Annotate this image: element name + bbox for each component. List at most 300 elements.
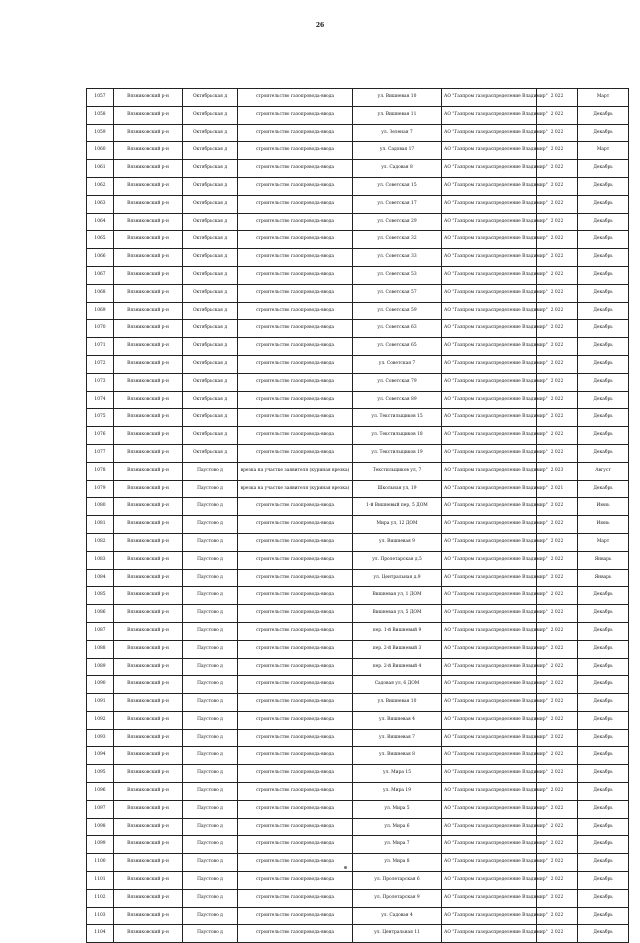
- month-cell: Декабрь: [578, 694, 629, 712]
- month-cell: Декабрь: [578, 284, 629, 302]
- month-cell: Март: [578, 142, 629, 160]
- table-row: [87, 925, 629, 943]
- table-row: [87, 818, 629, 836]
- district-cell: Вязниковский р-н: [114, 516, 183, 534]
- locality-cell: Паустово д: [183, 694, 238, 712]
- work-type-cell: врезка на участке заявителя (куриная врезка): [238, 462, 353, 480]
- year-cell: 2 022: [537, 302, 578, 320]
- work-type-cell: строительство газопровода-ввода: [238, 605, 353, 623]
- table-row: [87, 569, 629, 587]
- organization-cell: АО "Газпром газораспределение Владимир": [442, 533, 537, 551]
- table-row: [87, 907, 629, 925]
- work-type-cell: строительство газопровода-ввода: [238, 640, 353, 658]
- address-cell: ул. Советская 65: [353, 338, 442, 356]
- row-number-cell: 1098: [87, 818, 114, 836]
- locality-cell: Паустово д: [183, 658, 238, 676]
- address-cell: ул. Мира 5: [353, 800, 442, 818]
- locality-cell: Октябрьская д: [183, 373, 238, 391]
- address-cell: Текстильщиков ул, 7: [353, 462, 442, 480]
- row-number-cell: 1070: [87, 320, 114, 338]
- district-cell: Вязниковский р-н: [114, 213, 183, 231]
- district-cell: Вязниковский р-н: [114, 551, 183, 569]
- district-cell: Вязниковский р-н: [114, 640, 183, 658]
- year-cell: 2 022: [537, 231, 578, 249]
- table-row: [87, 284, 629, 302]
- address-cell: ул. Садовая 4: [353, 907, 442, 925]
- organization-cell: АО "Газпром газораспределение Владимир": [442, 409, 537, 427]
- organization-cell: АО "Газпром газораспределение Владимир": [442, 480, 537, 498]
- month-cell: Декабрь: [578, 711, 629, 729]
- organization-cell: АО "Газпром газораспределение Владимир": [442, 320, 537, 338]
- locality-cell: Октябрьская д: [183, 213, 238, 231]
- row-number-cell: 1085: [87, 587, 114, 605]
- year-cell: 2 022: [537, 711, 578, 729]
- address-cell: ул. Текстильщиков 18: [353, 427, 442, 445]
- organization-cell: АО "Газпром газораспределение Владимир": [442, 872, 537, 890]
- year-cell: 2 022: [537, 89, 578, 107]
- address-cell: ул. Текстильщиков 19: [353, 444, 442, 462]
- month-cell: Декабрь: [578, 889, 629, 907]
- year-cell: 2 022: [537, 533, 578, 551]
- year-cell: 2 022: [537, 444, 578, 462]
- month-cell: Декабрь: [578, 622, 629, 640]
- district-cell: Вязниковский р-н: [114, 533, 183, 551]
- work-type-cell: строительство газопровода-ввода: [238, 195, 353, 213]
- month-cell: Декабрь: [578, 266, 629, 284]
- work-type-cell: строительство газопровода-ввода: [238, 284, 353, 302]
- locality-cell: Паустово д: [183, 622, 238, 640]
- organization-cell: АО "Газпром газораспределение Владимир": [442, 747, 537, 765]
- district-cell: Вязниковский р-н: [114, 373, 183, 391]
- address-cell: ул. Мира 7: [353, 836, 442, 854]
- row-number-cell: 1091: [87, 694, 114, 712]
- address-cell: ул. Советская 57: [353, 284, 442, 302]
- address-cell: ул. Вишневая 11: [353, 106, 442, 124]
- organization-cell: АО "Газпром газораспределение Владимир": [442, 195, 537, 213]
- row-number-cell: 1088: [87, 640, 114, 658]
- locality-cell: Паустово д: [183, 640, 238, 658]
- row-number-cell: 1079: [87, 480, 114, 498]
- organization-cell: АО "Газпром газораспределение Владимир": [442, 498, 537, 516]
- organization-cell: АО "Газпром газораспределение Владимир": [442, 889, 537, 907]
- address-cell: Мира ул, 12 ДОМ: [353, 516, 442, 534]
- work-type-cell: строительство газопровода-ввода: [238, 160, 353, 178]
- work-type-cell: строительство газопровода-ввода: [238, 676, 353, 694]
- row-number-cell: 1093: [87, 729, 114, 747]
- row-number-cell: 1072: [87, 355, 114, 373]
- organization-cell: АО "Газпром газораспределение Владимир": [442, 231, 537, 249]
- month-cell: Декабрь: [578, 338, 629, 356]
- year-cell: 2 022: [537, 622, 578, 640]
- district-cell: Вязниковский р-н: [114, 160, 183, 178]
- locality-cell: Паустово д: [183, 747, 238, 765]
- table-body: [87, 89, 629, 943]
- table-row: [87, 622, 629, 640]
- district-cell: Вязниковский р-н: [114, 302, 183, 320]
- year-cell: 2 021: [537, 480, 578, 498]
- row-number-cell: 1073: [87, 373, 114, 391]
- year-cell: 2 022: [537, 729, 578, 747]
- district-cell: Вязниковский р-н: [114, 747, 183, 765]
- address-cell: пер. 1-й Вишневый 9: [353, 622, 442, 640]
- gas-connection-table: [86, 88, 629, 943]
- table-row: [87, 783, 629, 801]
- address-cell: ул. Советская 33: [353, 249, 442, 267]
- table-row: [87, 106, 629, 124]
- year-cell: 2 022: [537, 338, 578, 356]
- year-cell: 2 022: [537, 889, 578, 907]
- year-cell: 2 022: [537, 142, 578, 160]
- work-type-cell: строительство газопровода-ввода: [238, 373, 353, 391]
- year-cell: 2 022: [537, 213, 578, 231]
- organization-cell: АО "Газпром газораспределение Владимир": [442, 800, 537, 818]
- district-cell: Вязниковский р-н: [114, 587, 183, 605]
- locality-cell: Паустово д: [183, 854, 238, 872]
- district-cell: Вязниковский р-н: [114, 338, 183, 356]
- locality-cell: Октябрьская д: [183, 249, 238, 267]
- work-type-cell: строительство газопровода-ввода: [238, 231, 353, 249]
- work-type-cell: строительство газопровода-ввода: [238, 711, 353, 729]
- district-cell: Вязниковский р-н: [114, 480, 183, 498]
- locality-cell: Паустово д: [183, 462, 238, 480]
- address-cell: ул. Вишневая 9: [353, 533, 442, 551]
- row-number-cell: 1103: [87, 907, 114, 925]
- table-row: [87, 711, 629, 729]
- table-row: [87, 355, 629, 373]
- organization-cell: АО "Газпром газораспределение Владимир": [442, 569, 537, 587]
- month-cell: Декабрь: [578, 427, 629, 445]
- row-number-cell: 1099: [87, 836, 114, 854]
- month-cell: Декабрь: [578, 729, 629, 747]
- organization-cell: АО "Газпром газораспределение Владимир": [442, 854, 537, 872]
- month-cell: Декабрь: [578, 480, 629, 498]
- locality-cell: Октябрьская д: [183, 391, 238, 409]
- row-number-cell: 1059: [87, 124, 114, 142]
- district-cell: Вязниковский р-н: [114, 266, 183, 284]
- month-cell: Декабрь: [578, 872, 629, 890]
- district-cell: Вязниковский р-н: [114, 444, 183, 462]
- year-cell: 2 022: [537, 605, 578, 623]
- year-cell: 2 022: [537, 427, 578, 445]
- table-row: [87, 195, 629, 213]
- page-number: 26: [315, 22, 325, 29]
- year-cell: 2 022: [537, 836, 578, 854]
- address-cell: ул. Советская 59: [353, 302, 442, 320]
- organization-cell: АО "Газпром газораспределение Владимир": [442, 605, 537, 623]
- row-number-cell: 1078: [87, 462, 114, 480]
- work-type-cell: строительство газопровода-ввода: [238, 177, 353, 195]
- row-number-cell: 1064: [87, 213, 114, 231]
- address-cell: ул. Мира 15: [353, 765, 442, 783]
- month-cell: Декабрь: [578, 373, 629, 391]
- address-cell: ул. Советская 15: [353, 177, 442, 195]
- month-cell: Январь: [578, 569, 629, 587]
- organization-cell: АО "Газпром газораспределение Владимир": [442, 124, 537, 142]
- organization-cell: АО "Газпром газораспределение Владимир": [442, 373, 537, 391]
- district-cell: Вязниковский р-н: [114, 694, 183, 712]
- table-row: [87, 480, 629, 498]
- row-number-cell: 1076: [87, 427, 114, 445]
- row-number-cell: 1058: [87, 106, 114, 124]
- locality-cell: Октябрьская д: [183, 302, 238, 320]
- year-cell: 2 022: [537, 177, 578, 195]
- district-cell: Вязниковский р-н: [114, 889, 183, 907]
- work-type-cell: строительство газопровода-ввода: [238, 925, 353, 943]
- year-cell: 2 022: [537, 320, 578, 338]
- organization-cell: АО "Газпром газораспределение Владимир": [442, 587, 537, 605]
- organization-cell: АО "Газпром газораспределение Владимир": [442, 160, 537, 178]
- address-cell: ул. Пролетарская 9: [353, 889, 442, 907]
- row-number-cell: 1104: [87, 925, 114, 943]
- month-cell: Декабрь: [578, 320, 629, 338]
- organization-cell: АО "Газпром газораспределение Владимир": [442, 640, 537, 658]
- row-number-cell: 1061: [87, 160, 114, 178]
- district-cell: Вязниковский р-н: [114, 765, 183, 783]
- work-type-cell: строительство газопровода-ввода: [238, 747, 353, 765]
- work-type-cell: строительство газопровода-ввода: [238, 889, 353, 907]
- locality-cell: Паустово д: [183, 676, 238, 694]
- organization-cell: АО "Газпром газораспределение Владимир": [442, 516, 537, 534]
- row-number-cell: 1083: [87, 551, 114, 569]
- row-number-cell: 1101: [87, 872, 114, 890]
- organization-cell: АО "Газпром газораспределение Владимир": [442, 658, 537, 676]
- table-row: [87, 836, 629, 854]
- month-cell: Декабрь: [578, 676, 629, 694]
- year-cell: 2 022: [537, 872, 578, 890]
- work-type-cell: строительство газопровода-ввода: [238, 836, 353, 854]
- table-row: [87, 676, 629, 694]
- district-cell: Вязниковский р-н: [114, 124, 183, 142]
- locality-cell: Октябрьская д: [183, 338, 238, 356]
- row-number-cell: 1102: [87, 889, 114, 907]
- work-type-cell: строительство газопровода-ввода: [238, 658, 353, 676]
- work-type-cell: строительство газопровода-ввода: [238, 533, 353, 551]
- organization-cell: АО "Газпром газораспределение Владимир": [442, 355, 537, 373]
- address-cell: ул. Пролетарская 6: [353, 872, 442, 890]
- district-cell: Вязниковский р-н: [114, 658, 183, 676]
- locality-cell: Октябрьская д: [183, 106, 238, 124]
- organization-cell: АО "Газпром газораспределение Владимир": [442, 765, 537, 783]
- month-cell: Декабрь: [578, 177, 629, 195]
- organization-cell: АО "Газпром газораспределение Владимир": [442, 106, 537, 124]
- row-number-cell: 1065: [87, 231, 114, 249]
- table-row: [87, 587, 629, 605]
- address-cell: ул. Советская 89: [353, 391, 442, 409]
- locality-cell: Паустово д: [183, 872, 238, 890]
- address-cell: ул. Вишневая 4: [353, 711, 442, 729]
- locality-cell: Паустово д: [183, 818, 238, 836]
- year-cell: 2 022: [537, 516, 578, 534]
- table-row: [87, 142, 629, 160]
- work-type-cell: строительство газопровода-ввода: [238, 266, 353, 284]
- district-cell: Вязниковский р-н: [114, 605, 183, 623]
- locality-cell: Октябрьская д: [183, 355, 238, 373]
- table-row: [87, 373, 629, 391]
- address-cell: ул. Вишневая 10: [353, 694, 442, 712]
- month-cell: Декабрь: [578, 106, 629, 124]
- district-cell: Вязниковский р-н: [114, 569, 183, 587]
- work-type-cell: строительство газопровода-ввода: [238, 498, 353, 516]
- year-cell: 2 022: [537, 391, 578, 409]
- row-number-cell: 1089: [87, 658, 114, 676]
- work-type-cell: строительство газопровода-ввода: [238, 409, 353, 427]
- month-cell: Декабрь: [578, 605, 629, 623]
- row-number-cell: 1063: [87, 195, 114, 213]
- table-row: [87, 177, 629, 195]
- month-cell: Декабрь: [578, 160, 629, 178]
- organization-cell: АО "Газпром газораспределение Владимир": [442, 907, 537, 925]
- year-cell: 2 022: [537, 800, 578, 818]
- address-cell: ул. Советская 29: [353, 213, 442, 231]
- month-cell: Декабрь: [578, 195, 629, 213]
- table-row: [87, 765, 629, 783]
- organization-cell: АО "Газпром газораспределение Владимир": [442, 249, 537, 267]
- locality-cell: Паустово д: [183, 587, 238, 605]
- month-cell: Декабрь: [578, 213, 629, 231]
- locality-cell: Паустово д: [183, 480, 238, 498]
- district-cell: Вязниковский р-н: [114, 711, 183, 729]
- district-cell: Вязниковский р-н: [114, 249, 183, 267]
- organization-cell: АО "Газпром газораспределение Владимир": [442, 302, 537, 320]
- row-number-cell: 1082: [87, 533, 114, 551]
- table-row: [87, 605, 629, 623]
- month-cell: Июнь: [578, 516, 629, 534]
- work-type-cell: строительство газопровода-ввода: [238, 89, 353, 107]
- address-cell: ул. Советская 17: [353, 195, 442, 213]
- row-number-cell: 1084: [87, 569, 114, 587]
- year-cell: 2 022: [537, 409, 578, 427]
- organization-cell: АО "Газпром газораспределение Владимир": [442, 925, 537, 943]
- year-cell: 2 022: [537, 106, 578, 124]
- address-cell: ул. Советская 53: [353, 266, 442, 284]
- row-number-cell: 1094: [87, 747, 114, 765]
- row-number-cell: 1066: [87, 249, 114, 267]
- district-cell: Вязниковский р-н: [114, 872, 183, 890]
- organization-cell: АО "Газпром газораспределение Владимир": [442, 694, 537, 712]
- address-cell: Вишневая ул, 1 ДОМ: [353, 587, 442, 605]
- year-cell: 2 022: [537, 587, 578, 605]
- district-cell: Вязниковский р-н: [114, 498, 183, 516]
- locality-cell: Паустово д: [183, 711, 238, 729]
- address-cell: Садовая ул, 6 ДОМ: [353, 676, 442, 694]
- locality-cell: Паустово д: [183, 925, 238, 943]
- locality-cell: Паустово д: [183, 551, 238, 569]
- organization-cell: АО "Газпром газораспределение Владимир": [442, 89, 537, 107]
- work-type-cell: строительство газопровода-ввода: [238, 694, 353, 712]
- district-cell: Вязниковский р-н: [114, 836, 183, 854]
- row-number-cell: 1071: [87, 338, 114, 356]
- table-row: [87, 266, 629, 284]
- row-number-cell: 1097: [87, 800, 114, 818]
- table-row: [87, 427, 629, 445]
- row-number-cell: 1067: [87, 266, 114, 284]
- work-type-cell: строительство газопровода-ввода: [238, 213, 353, 231]
- organization-cell: АО "Газпром газораспределение Владимир": [442, 818, 537, 836]
- table-row: [87, 854, 629, 872]
- district-cell: Вязниковский р-н: [114, 177, 183, 195]
- locality-cell: Октябрьская д: [183, 160, 238, 178]
- address-cell: ул. Садовая 17: [353, 142, 442, 160]
- year-cell: 2 022: [537, 124, 578, 142]
- month-cell: Декабрь: [578, 409, 629, 427]
- work-type-cell: строительство газопровода-ввода: [238, 587, 353, 605]
- row-number-cell: 1057: [87, 89, 114, 107]
- address-cell: пер. 2-й Вишневый 4: [353, 658, 442, 676]
- locality-cell: Паустово д: [183, 836, 238, 854]
- locality-cell: Октябрьская д: [183, 427, 238, 445]
- month-cell: Декабрь: [578, 854, 629, 872]
- work-type-cell: строительство газопровода-ввода: [238, 516, 353, 534]
- row-number-cell: 1092: [87, 711, 114, 729]
- work-type-cell: строительство газопровода-ввода: [238, 249, 353, 267]
- year-cell: 2 022: [537, 818, 578, 836]
- row-number-cell: 1100: [87, 854, 114, 872]
- district-cell: Вязниковский р-н: [114, 284, 183, 302]
- month-cell: Август: [578, 462, 629, 480]
- address-cell: ул. Текстильщиков 15: [353, 409, 442, 427]
- month-cell: Декабрь: [578, 391, 629, 409]
- work-type-cell: врезка на участке заявителя (куриная врезка): [238, 480, 353, 498]
- organization-cell: АО "Газпром газораспределение Владимир": [442, 622, 537, 640]
- table-row: [87, 640, 629, 658]
- year-cell: 2 022: [537, 249, 578, 267]
- locality-cell: Паустово д: [183, 569, 238, 587]
- table-row: [87, 89, 629, 107]
- district-cell: Вязниковский р-н: [114, 320, 183, 338]
- year-cell: 2 022: [537, 551, 578, 569]
- locality-cell: Паустово д: [183, 729, 238, 747]
- row-number-cell: 1062: [87, 177, 114, 195]
- year-cell: 2 022: [537, 355, 578, 373]
- row-number-cell: 1087: [87, 622, 114, 640]
- locality-cell: Паустово д: [183, 907, 238, 925]
- work-type-cell: строительство газопровода-ввода: [238, 569, 353, 587]
- address-cell: Вишневая ул, 5 ДОМ: [353, 605, 442, 623]
- work-type-cell: строительство газопровода-ввода: [238, 729, 353, 747]
- year-cell: 2 022: [537, 160, 578, 178]
- table-row: [87, 338, 629, 356]
- year-cell: 2 022: [537, 266, 578, 284]
- address-cell: ул. Центральная 11: [353, 925, 442, 943]
- organization-cell: АО "Газпром газораспределение Владимир": [442, 551, 537, 569]
- address-cell: ул. Садовая 8: [353, 160, 442, 178]
- work-type-cell: строительство газопровода-ввода: [238, 320, 353, 338]
- work-type-cell: строительство газопровода-ввода: [238, 355, 353, 373]
- month-cell: Декабрь: [578, 231, 629, 249]
- district-cell: Вязниковский р-н: [114, 622, 183, 640]
- address-cell: ул. Вишневая 7: [353, 729, 442, 747]
- row-number-cell: 1074: [87, 391, 114, 409]
- month-cell: Декабрь: [578, 355, 629, 373]
- address-cell: ул. Советская 32: [353, 231, 442, 249]
- district-cell: Вязниковский р-н: [114, 854, 183, 872]
- district-cell: Вязниковский р-н: [114, 89, 183, 107]
- address-cell: Школьная ул, 19: [353, 480, 442, 498]
- address-cell: ул. Вишневая 10: [353, 89, 442, 107]
- month-cell: Декабрь: [578, 765, 629, 783]
- year-cell: 2 022: [537, 854, 578, 872]
- district-cell: Вязниковский р-н: [114, 355, 183, 373]
- row-number-cell: 1095: [87, 765, 114, 783]
- month-cell: Июнь: [578, 498, 629, 516]
- address-cell: ул. Мира 6: [353, 818, 442, 836]
- work-type-cell: строительство газопровода-ввода: [238, 854, 353, 872]
- month-cell: Декабрь: [578, 640, 629, 658]
- row-number-cell: 1069: [87, 302, 114, 320]
- organization-cell: АО "Газпром газораспределение Владимир": [442, 444, 537, 462]
- organization-cell: АО "Газпром газораспределение Владимир": [442, 676, 537, 694]
- table-row: [87, 872, 629, 890]
